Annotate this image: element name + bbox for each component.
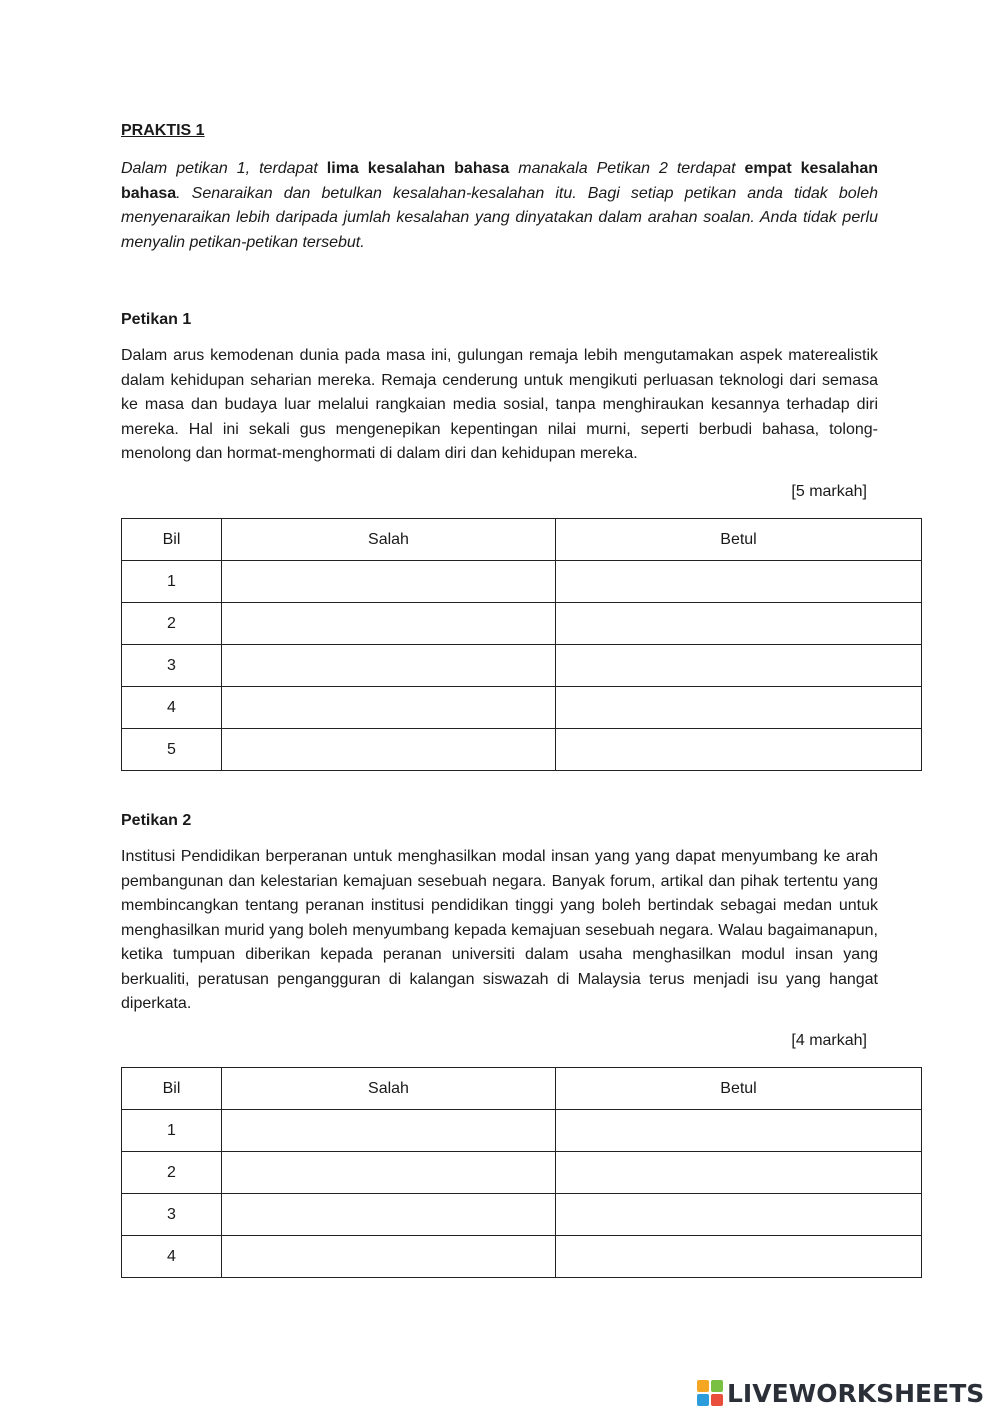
row-number: 1 xyxy=(122,561,222,603)
petikan-2-text: Institusi Pendidikan berperanan untuk menghasilkan modal insan yang yang dapat menyumbang ke arah pembangunan dan kelestarian kemajuan sesebuah negara. Banyak forum, artikal dan pihak tertentu yang membincangkan tentang peranan institusi pendidikan tinggi yang boleh bertindak sebagai medan untuk menghasilkan murid yang boleh menyumbang kepada kemajuan sesebuah negara. Walau bagaimanapun, ketika tumpuan diberikan kepada peranan universiti dalam usaha menghasilkan modul insan yang berkualiti, peratusan pengangguran di kalangan siswazah di Malaysia terus menjadi isu yang hangat diperkata. xyxy=(121,848,878,1012)
logo-square xyxy=(711,1380,723,1392)
row-number: 4 xyxy=(122,1236,222,1278)
petikan-1-text: Dalam arus kemodenan dunia pada masa ini, gulungan remaja lebih mengutamakan aspek materealistik dalam kehidupan seharian mereka. Remaja cenderung untuk mengikuti perluasan teknologi dari semasa ke masa dan budaya luar melalui rangkaian media sosial, tanpa menghiraukan kesannya terhadap diri mereka. Hal ini sekali gus mengenepikan kepentingan nilai murni, seperti berbudi bahasa, tolong-menolong dan hormat-menghormati di dalam diri dan kehidupan mereka. xyxy=(121,347,878,462)
salah-answer-cell[interactable] xyxy=(222,729,556,771)
instructions-part-2: manakala Petikan 2 terdapat xyxy=(509,160,745,177)
petikan-2-heading: Petikan 2 xyxy=(121,812,192,829)
table-row xyxy=(122,561,922,603)
row-number: 1 xyxy=(122,1110,222,1152)
liveworksheets-logo-icon xyxy=(697,1380,723,1406)
instructions-bold-2: empat kesalahan bahasa xyxy=(121,160,879,202)
page-title: PRAKTIS 1 xyxy=(121,122,205,139)
table-row xyxy=(122,1194,922,1236)
salah-answer-cell[interactable] xyxy=(222,645,556,687)
column-header-bil: Bil xyxy=(122,519,222,561)
table-row xyxy=(122,687,922,729)
betul-answer-cell[interactable] xyxy=(556,729,922,771)
table-row xyxy=(122,645,922,687)
row-number: 2 xyxy=(122,603,222,645)
table-header-row xyxy=(122,519,922,561)
betul-answer-cell[interactable] xyxy=(556,645,922,687)
instructions-part-3: . Senaraikan dan betulkan kesalahan-kesalahan itu. Bagi setiap petikan anda tidak boleh menyenaraikan lebih daripada jumlah kesalahan yang dinyatakan dalam arahan soalan. Anda tidak perlu menyalin petikan-petikan tersebut. xyxy=(121,184,878,251)
column-header-bil: Bil xyxy=(122,1068,222,1110)
salah-answer-cell[interactable] xyxy=(222,687,556,729)
instructions-part-1: Dalam petikan 1, terdapat xyxy=(121,160,327,177)
instructions xyxy=(121,157,878,255)
salah-answer-cell[interactable] xyxy=(222,1236,556,1278)
row-number: 3 xyxy=(122,645,222,687)
petikan-1-answer-table xyxy=(121,518,922,771)
salah-answer-cell[interactable] xyxy=(222,603,556,645)
betul-answer-cell[interactable] xyxy=(556,687,922,729)
column-header-betul: Betul xyxy=(556,1068,922,1110)
salah-answer-cell[interactable] xyxy=(222,1152,556,1194)
betul-answer-cell[interactable] xyxy=(556,603,922,645)
logo-square xyxy=(697,1394,709,1406)
salah-answer-cell[interactable] xyxy=(222,1194,556,1236)
betul-answer-cell[interactable] xyxy=(556,1110,922,1152)
table-row xyxy=(122,1110,922,1152)
salah-answer-cell[interactable] xyxy=(222,1110,556,1152)
betul-answer-cell[interactable] xyxy=(556,1194,922,1236)
table-row xyxy=(122,729,922,771)
petikan-1-marks: [5 markah] xyxy=(791,483,867,500)
column-header-betul: Betul xyxy=(556,519,922,561)
row-number: 2 xyxy=(122,1152,222,1194)
table-header-row xyxy=(122,1068,922,1110)
betul-answer-cell[interactable] xyxy=(556,561,922,603)
row-number: 4 xyxy=(122,687,222,729)
table-row xyxy=(122,603,922,645)
petikan-2-marks: [4 markah] xyxy=(791,1032,867,1049)
salah-answer-cell[interactable] xyxy=(222,561,556,603)
betul-answer-cell[interactable] xyxy=(556,1236,922,1278)
liveworksheets-brand xyxy=(697,1378,984,1408)
row-number: 5 xyxy=(122,729,222,771)
row-number: 3 xyxy=(122,1194,222,1236)
instructions-bold-1: lima kesalahan bahasa xyxy=(326,160,510,177)
column-header-salah: Salah xyxy=(222,1068,556,1110)
column-header-salah: Salah xyxy=(222,519,556,561)
table-row xyxy=(122,1236,922,1278)
logo-square xyxy=(711,1394,723,1406)
table-row xyxy=(122,1152,922,1194)
logo-square xyxy=(697,1380,709,1392)
petikan-1-heading: Petikan 1 xyxy=(121,311,192,328)
betul-answer-cell[interactable] xyxy=(556,1152,922,1194)
brand-name: LIVEWORKSHEETS xyxy=(727,1378,985,1408)
petikan-2-answer-table xyxy=(121,1067,922,1278)
